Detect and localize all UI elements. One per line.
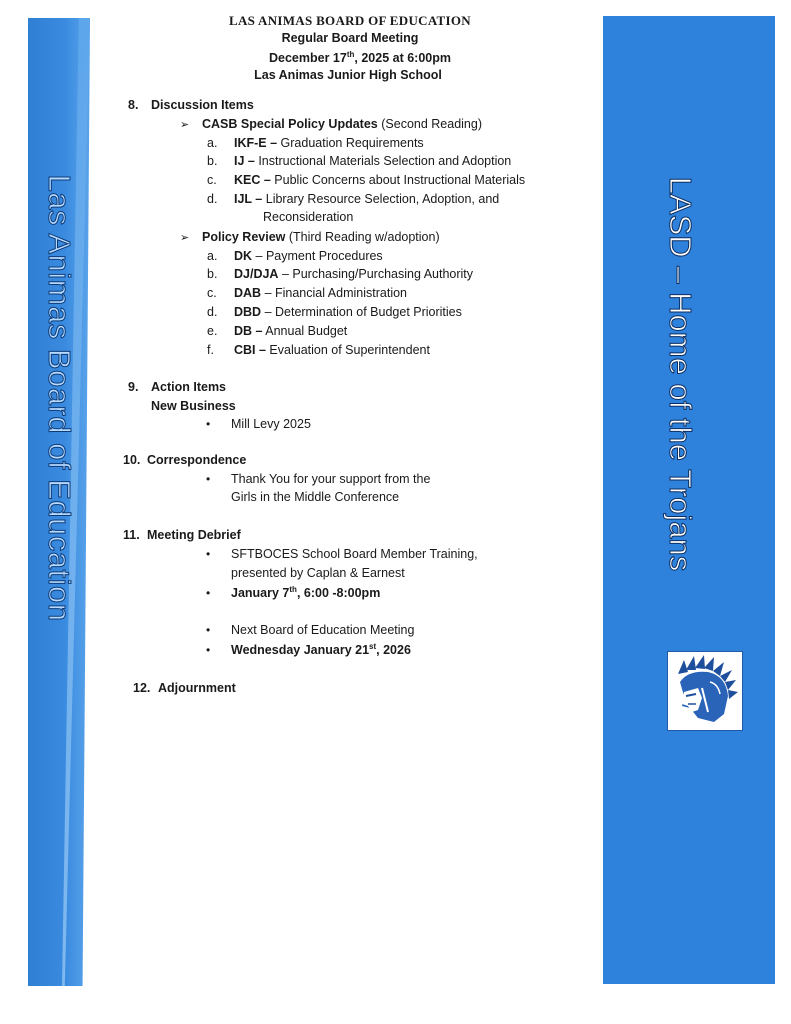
- meeting-date: December 17th, 2025 at 6:00pm: [269, 50, 451, 66]
- list-marker: d.: [207, 192, 218, 206]
- list-item: DJ/DJA – Purchasing/Purchasing Authority: [234, 267, 474, 281]
- section-number: 8.: [128, 98, 139, 112]
- list-marker: f.: [207, 343, 214, 357]
- subsection-heading: CASB Special Policy Updates (Second Reading): [202, 117, 482, 131]
- list-item: Wednesday January 21st, 2026: [231, 642, 411, 658]
- section-number: 11.: [123, 528, 140, 542]
- list-marker: b.: [207, 267, 218, 281]
- right-banner-text: LASD – Home of the Trojans: [663, 176, 698, 572]
- bullet-icon: •: [206, 623, 211, 637]
- list-marker: d.: [207, 305, 218, 319]
- subsection-heading: Policy Review (Third Reading w/adoption): [202, 230, 440, 244]
- list-item: DB – Annual Budget: [234, 324, 348, 338]
- trojan-head-logo: [667, 651, 743, 731]
- list-item: IJL – Library Resource Selection, Adoption, and: [234, 192, 500, 206]
- list-item: DK – Payment Procedures: [234, 249, 383, 263]
- list-item: Thank You for your support from the: [231, 472, 431, 486]
- section-title: Correspondence: [147, 453, 247, 467]
- meeting-location: Las Animas Junior High School: [254, 68, 442, 82]
- section-title: Adjournment: [158, 681, 236, 695]
- bullet-icon: •: [206, 472, 211, 486]
- list-marker: c.: [207, 286, 217, 300]
- arrow-bullet-icon: ➢: [180, 232, 190, 244]
- list-item: DAB – Financial Administration: [234, 286, 407, 300]
- section-number: 12.: [133, 681, 151, 695]
- section-title: Discussion Items: [151, 98, 254, 112]
- bullet-icon: •: [206, 417, 211, 431]
- list-marker: b.: [207, 154, 218, 168]
- bullet-icon: •: [206, 643, 211, 657]
- list-item: SFTBOCES School Board Member Training,: [231, 547, 478, 561]
- list-item: CBI – Evaluation of Superintendent: [234, 343, 430, 357]
- section-number: 9.: [128, 380, 139, 394]
- list-marker: a.: [207, 249, 218, 263]
- list-item: Next Board of Education Meeting: [231, 623, 415, 637]
- bullet-icon: •: [206, 547, 211, 561]
- list-item-continuation: Girls in the Middle Conference: [231, 490, 400, 504]
- section-number: 10.: [123, 453, 141, 467]
- list-item: IJ – Instructional Materials Selection and Adoption: [234, 154, 512, 168]
- section-subtitle: New Business: [151, 399, 236, 413]
- document-title: LAS ANIMAS BOARD OF EDUCATION: [228, 13, 471, 28]
- list-item: IKF-E – Graduation Requirements: [234, 136, 424, 150]
- list-item-continuation: presented by Caplan & Earnest: [231, 566, 405, 580]
- section-title: Action Items: [151, 380, 227, 394]
- section-title: Meeting Debrief: [147, 528, 241, 542]
- list-item: January 7th, 6:00 -8:00pm: [231, 585, 381, 601]
- list-item: Mill Levy 2025: [231, 417, 311, 431]
- list-marker: e.: [207, 324, 218, 338]
- list-marker: c.: [207, 173, 217, 187]
- list-item: KEC – Public Concerns about Instructional Materials: [234, 173, 526, 187]
- list-item-continuation: Reconsideration: [263, 210, 354, 224]
- bullet-icon: •: [206, 586, 211, 600]
- arrow-bullet-icon: ➢: [180, 119, 190, 131]
- list-item: DBD – Determination of Budget Priorities: [234, 305, 462, 319]
- left-banner-text: Las Animas Board of Education: [42, 174, 77, 622]
- trojan-head-icon: [668, 652, 742, 730]
- meeting-type: Regular Board Meeting: [281, 31, 419, 45]
- list-marker: a.: [207, 136, 218, 150]
